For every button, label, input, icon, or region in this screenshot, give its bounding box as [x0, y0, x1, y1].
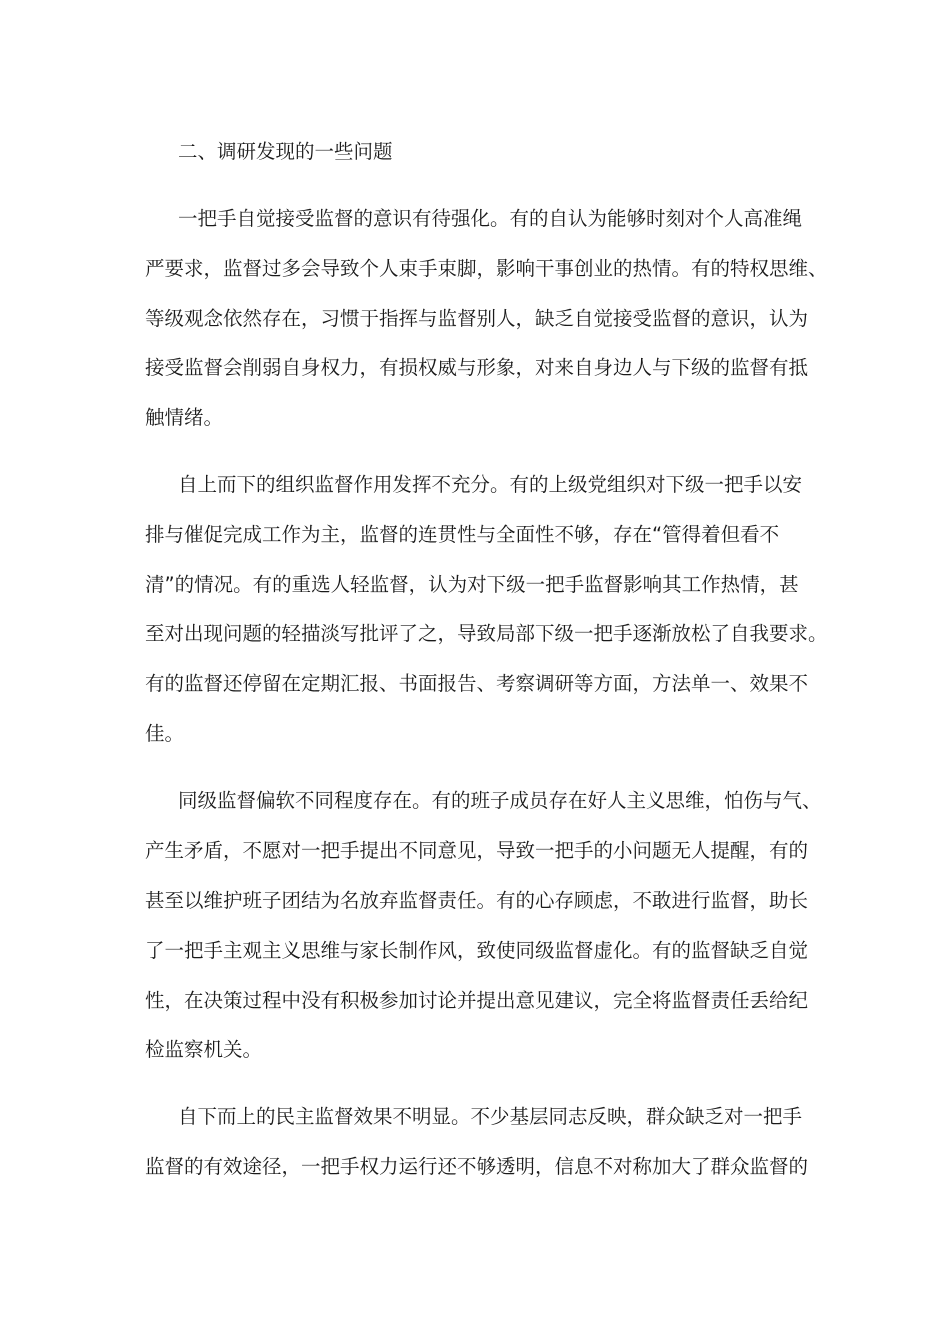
paragraph-line: 产生矛盾，不愿对一把手提出不同意见，导致一把手的小问题无人提醒，有的 [145, 839, 809, 862]
paragraph-line: 接受监督会削弱自身权力，有损权威与形象，对来自身边人与下级的监督有抵 [145, 356, 809, 379]
paragraph-line: 自下而上的民主监督效果不明显。不少基层同志反映，群众缺乏对一把手 [178, 1105, 803, 1128]
paragraph-line: 了一把手主观主义思维与家长制作风，致使同级监督虚化。有的监督缺乏自觉 [145, 939, 809, 962]
paragraph-line: 严要求，监督过多会导致个人束手束脚，影响干事创业的热情。有的特权思维、 [145, 257, 828, 280]
paragraph-line: 排与催促完成工作为主，监督的连贯性与全面性不够，存在“管得着但看不 [145, 523, 780, 546]
paragraph-line: 甚至以维护班子团结为名放弃监督责任。有的心存顾虑，不敢进行监督，助长 [145, 889, 809, 912]
paragraph-line: 检监察机关。 [145, 1038, 263, 1061]
paragraph-line: 有的监督还停留在定期汇报、书面报告、考察调研等方面，方法单一、效果不 [145, 672, 809, 695]
paragraph-line: 监督的有效途径，一把手权力运行还不够透明，信息不对称加大了群众监督的 [145, 1155, 809, 1178]
paragraph-line: 一把手自觉接受监督的意识有待强化。有的自认为能够时刻对个人高准绳 [178, 207, 803, 230]
paragraph-line: 至对出现问题的轻描淡写批评了之，导致局部下级一把手逐渐放松了自我要求。 [145, 622, 828, 645]
paragraph-line: 性，在决策过程中没有积极参加讨论并提出意见建议，完全将监督责任丢给纪 [145, 989, 809, 1012]
paragraph-line: 同级监督偏软不同程度存在。有的班子成员存在好人主义思维，怕伤与气、 [178, 789, 822, 812]
paragraph-line: 佳。 [145, 722, 185, 745]
paragraph-line: 清”的情况。有的重选人轻监督，认为对下级一把手监督影响其工作热情，甚 [145, 573, 799, 596]
paragraph-line: 等级观念依然存在，习惯于指挥与监督别人，缺乏自觉接受监督的意识，认为 [145, 307, 809, 330]
paragraph-line: 自上而下的组织监督作用发挥不充分。有的上级党组织对下级一把手以安 [178, 473, 803, 496]
paragraph-line: 触情绪。 [145, 406, 224, 429]
section-heading: 二、调研发现的一些问题 [178, 140, 393, 163]
